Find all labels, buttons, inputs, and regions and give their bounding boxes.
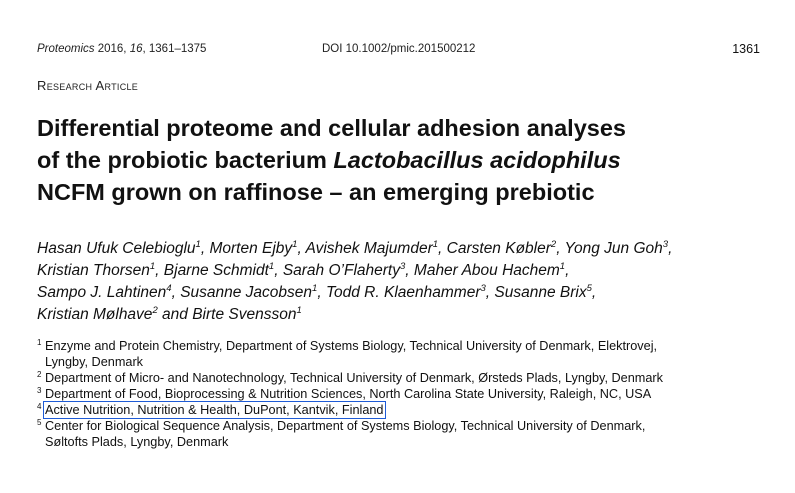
author-affiliation-mark: 1 [296, 304, 302, 316]
author-affiliation-mark: 1 [292, 238, 298, 250]
title-line-1: Differential proteome and cellular adhesion analyses [37, 115, 626, 141]
author-separator: , [591, 284, 597, 301]
author-separator: , [155, 262, 164, 279]
journal-pages: , 1361–1375 [142, 43, 207, 55]
affiliation-3 [37, 386, 777, 402]
journal-name: Proteomics [37, 43, 95, 55]
author-separator: , [485, 284, 495, 301]
author-affiliation-mark: 2 [550, 238, 557, 250]
journal-citation [37, 43, 206, 55]
affiliation-text: Enzyme and Protein Chemistry, Department of Systems Biology, Technical University of Denmark, Elektrovej, [45, 339, 658, 353]
doi[interactable]: DOI 10.1002/pmic.201500212 [322, 43, 476, 55]
affiliation-number: 5 [37, 418, 42, 427]
author-separator: , [297, 240, 306, 257]
author-affiliation-mark: 3 [662, 238, 669, 250]
author-affiliation-mark: 3 [480, 282, 486, 294]
author-name: Kristian Mølhave [37, 306, 153, 323]
affiliation-text: Department of Micro- and Nanotechnology, Technical University of Denmark, Ørsteds Plads, Lyngby, Denmark [45, 371, 663, 385]
affiliation-1 [37, 338, 777, 370]
paper-title [37, 112, 767, 208]
author-list [37, 238, 777, 326]
author-separator: , [438, 240, 447, 257]
author-name: Sampo J. Lahtinen [37, 284, 167, 301]
author-affiliation-mark: 4 [166, 282, 172, 294]
author-affiliation-mark: 5 [586, 282, 592, 294]
author-separator: , [274, 262, 283, 279]
page-number: 1361 [732, 42, 760, 56]
author-name: Carsten Købler [446, 240, 551, 257]
author-separator: , [317, 284, 326, 301]
affiliation-list [37, 338, 777, 450]
title-line-3: NCFM grown on raffinose – an emerging prebiotic [37, 179, 595, 205]
author-affiliation-mark: 1 [195, 238, 201, 250]
affiliation-text-cont: Lyngby, Denmark [45, 355, 144, 369]
author-separator: and [157, 306, 193, 323]
affiliation-number: 3 [37, 386, 42, 395]
author-name: Birte Svensson [192, 306, 297, 323]
author-affiliation-mark: 1 [559, 260, 566, 272]
affiliation-text-cont: Søltofts Plads, Lyngby, Denmark [45, 435, 229, 449]
author-affiliation-mark: 1 [149, 260, 156, 272]
author-affiliation-mark: 1 [268, 260, 275, 272]
journal-year: 2016, [94, 43, 130, 55]
author-affiliation-mark: 2 [152, 304, 158, 316]
author-affiliation-mark: 1 [312, 282, 318, 294]
author-name: Susanne Brix [494, 284, 587, 301]
author-separator: , [405, 262, 414, 279]
affiliation-number: 4 [37, 402, 42, 411]
affiliation-text: Center for Biological Sequence Analysis, Department of Systems Biology, Technical University of Denmark, [45, 419, 646, 433]
author-name: Yong Jun Goh [564, 240, 663, 257]
affiliation-text: Active Nutrition, Nutrition & Health, DuPont, Kantvik, Finland [45, 403, 384, 417]
author-affiliation-mark: 3 [399, 260, 406, 272]
author-name: Morten Ejby [209, 240, 293, 257]
title-line-2 [37, 144, 767, 176]
article-type: Research Article [37, 78, 139, 93]
title-line-2-prefix: of the probiotic bacterium [37, 147, 334, 173]
author-name: Kristian Thorsen [37, 262, 150, 279]
author-name: Avishek Majumder [305, 240, 433, 257]
author-separator: , [668, 240, 673, 257]
affiliation-number: 2 [37, 370, 42, 379]
author-affiliation-mark: 1 [432, 238, 439, 250]
author-separator: , [200, 240, 210, 257]
affiliation-text: Department of Food, Bioprocessing & Nutrition Sciences, North Carolina State University, Raleigh, NC, USA [45, 387, 652, 401]
author-separator: , [556, 240, 565, 257]
affiliation-4 [37, 402, 777, 418]
title-species: Lactobacillus acidophilus [333, 147, 621, 173]
affiliation-5 [37, 418, 777, 450]
author-separator: , [171, 284, 181, 301]
affiliation-2 [37, 370, 777, 386]
author-name: Maher Abou Hachem [413, 262, 560, 279]
author-name: Bjarne Schmidt [163, 262, 269, 279]
author-name: Susanne Jacobsen [180, 284, 313, 301]
affiliation-number: 1 [37, 338, 42, 347]
author-separator: , [565, 262, 570, 279]
author-name: Todd R. Klaenhammer [325, 284, 481, 301]
journal-volume: 16 [129, 43, 143, 55]
author-name: Sarah O’Flaherty [282, 262, 400, 279]
author-name: Hasan Ufuk Celebioglu [37, 240, 196, 257]
